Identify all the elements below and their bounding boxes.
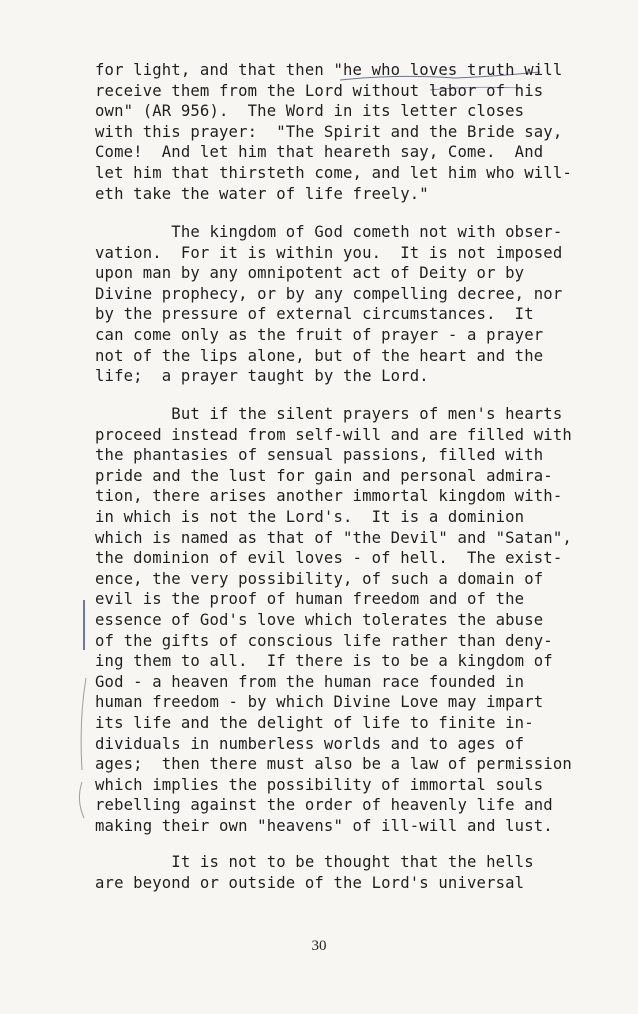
text-line: upon man by any omnipotent act of Deity or by bbox=[95, 264, 525, 283]
text-line: can come only as the fruit of prayer - a prayer bbox=[95, 325, 544, 344]
text-line: tion, there arises another immortal kingdom with- bbox=[95, 487, 563, 506]
text-line: making their own "heavens" of ill-will and lust. bbox=[95, 816, 553, 835]
text-line: by the pressure of external circumstances. It bbox=[95, 305, 534, 324]
page-number: 30 bbox=[311, 938, 327, 954]
text-line: let him that thirsteth come, and let him who will- bbox=[95, 163, 572, 182]
paragraph-1 bbox=[95, 60, 572, 204]
text-line: own" (AR 956). The Word in its letter closes bbox=[95, 102, 525, 121]
text-line: evil is the proof of human freedom and of the bbox=[95, 590, 525, 609]
text-line: which is named as that of "the Devil" and "Satan", bbox=[95, 528, 572, 547]
text-line: in which is not the Lord's. It is a dominion bbox=[95, 507, 525, 526]
text-line: eth take the water of life freely." bbox=[95, 184, 429, 203]
text-line: rebelling against the order of heavenly life and bbox=[95, 796, 553, 815]
text-line: ing them to all. If there is to be a kingdom of bbox=[95, 652, 553, 671]
text-line: essence of God's love which tolerates the abuse bbox=[95, 610, 544, 629]
paragraph-2 bbox=[95, 222, 562, 387]
text-line: pride and the lust for gain and personal admira- bbox=[95, 466, 553, 485]
text-line: not of the lips alone, but of the heart and the bbox=[95, 346, 544, 365]
text-line: for light, and that then "he who loves truth will bbox=[95, 61, 563, 79]
text-line: life; a prayer taught by the Lord. bbox=[95, 367, 429, 386]
text-line: Divine prophecy, or by any compelling decree, nor bbox=[95, 284, 563, 303]
text-line: ence, the very possibility, of such a domain of bbox=[95, 569, 544, 588]
text-line: human freedom - by which Divine Love may impart bbox=[95, 693, 544, 712]
text-line: Come! And let him that heareth say, Come. And bbox=[95, 143, 544, 162]
text-line: vation. For it is within you. It is not imposed bbox=[95, 243, 563, 262]
text-line: God - a heaven from the human race founded in bbox=[95, 672, 525, 691]
text-line: receive them from the Lord without labor of his bbox=[95, 81, 544, 100]
text-line: with this prayer: "The Spirit and the Bride say, bbox=[95, 122, 563, 141]
paragraph-4 bbox=[95, 852, 534, 893]
text-line: ages; then there must also be a law of permission bbox=[95, 755, 572, 774]
text-line: the dominion of evil loves - of hell. The exist- bbox=[95, 549, 563, 568]
text-line: the phantasies of sensual passions, filled with bbox=[95, 446, 544, 465]
text-line: its life and the delight of life to finite in- bbox=[95, 713, 534, 732]
text-line: which implies the possibility of immortal souls bbox=[95, 775, 544, 794]
text-line: dividuals in numberless worlds and to ages of bbox=[95, 734, 525, 753]
text-line: But if the silent prayers of men's hearts bbox=[95, 405, 563, 423]
text-line: The kingdom of God cometh not with obser- bbox=[95, 223, 563, 241]
text-line: of the gifts of conscious life rather than deny- bbox=[95, 631, 553, 650]
text-line: It is not to be thought that the hells bbox=[95, 853, 534, 871]
text-line: proceed instead from self-will and are filled with bbox=[95, 425, 572, 444]
paragraph-3 bbox=[95, 404, 572, 836]
text-line: are beyond or outside of the Lord's universal bbox=[95, 873, 525, 892]
